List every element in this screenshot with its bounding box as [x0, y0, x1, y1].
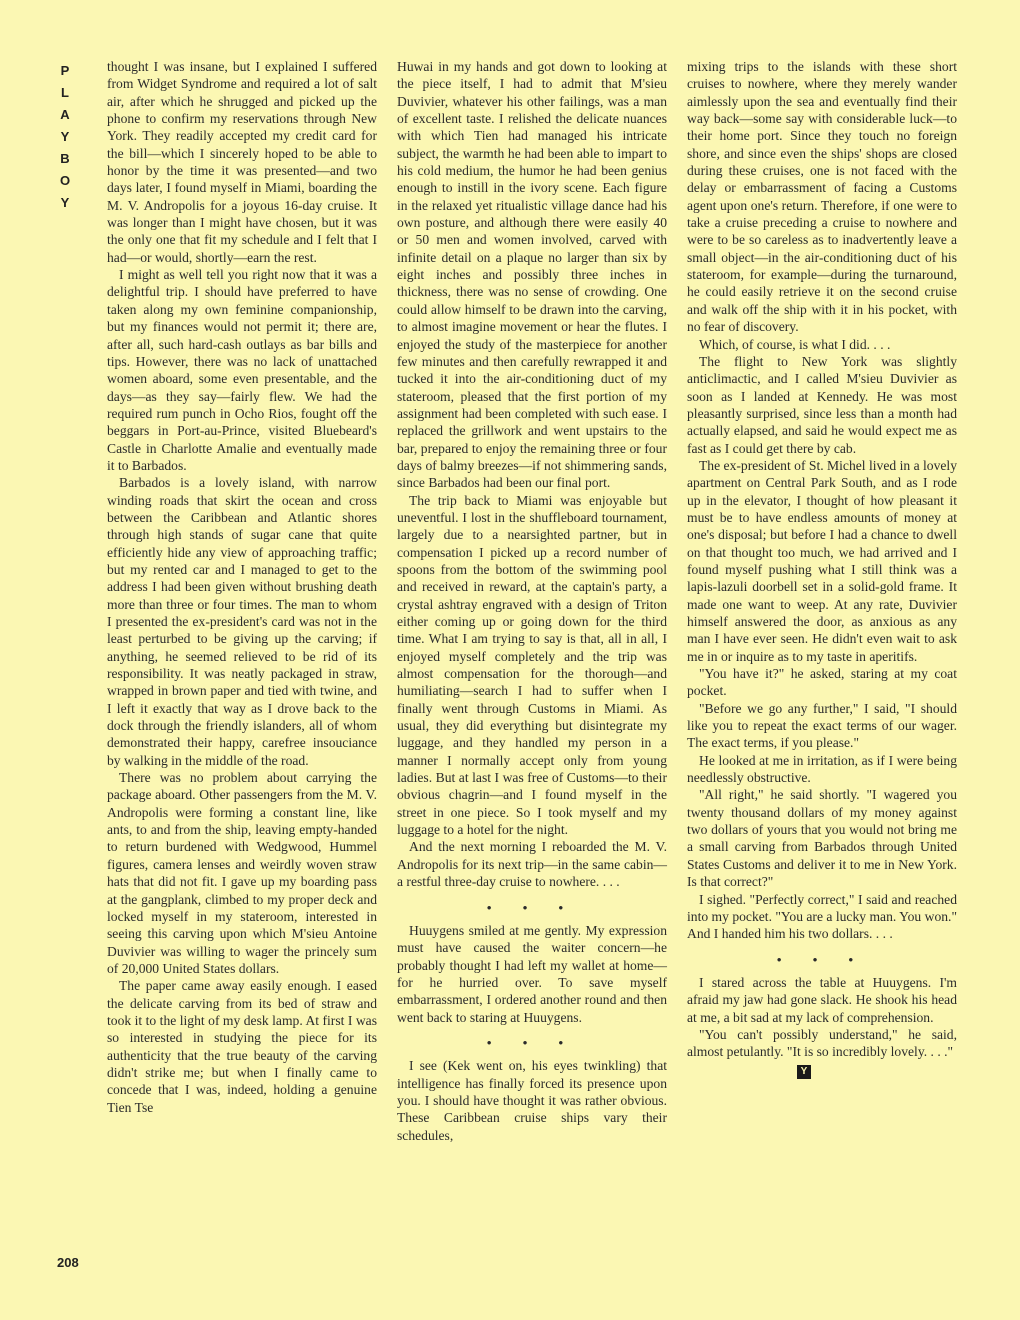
- section-break: • • •: [776, 951, 868, 967]
- paragraph: The flight to New York was slightly anticlimactic, and I called M'sieu Duvivier as soon as I landed at Kennedy. He was most pleasantly surprised, since less than a month had actually elapsed, and said he would expect me as fast as I could get there by cab.: [687, 353, 957, 456]
- paragraph: I stared across the table at Huuygens. I'm afraid my jaw had gone slack. He shook his head at me, a bit sad at my lack of comprehension.: [687, 974, 957, 1025]
- paragraph: I might as well tell you right now that it was a delightful trip. I should have preferred to have taken along my own feminine companionship, but my finances would not permit it; there are, after all, such hard-cash outlays as bar bills and tips. However, there was no lack of unattached women aboard, some even presentable, and the days—as they say—fairly flew. We had the required rum punch in Ocho Rios, fought off the beggars in Port-au-Prince, visited Bluebeard's Castle in Charlotte Amalie and eventually made it to Barbados.: [107, 267, 377, 473]
- paragraph: "All right," he said shortly. "I wagered you twenty thousand dollars of my money against two dollars of yours that you would not bring me a small carving from Barbados through United States Customs and deliver it to me in New York. Is that correct?": [687, 787, 957, 890]
- paragraph: thought I was insane, but I explained I suffered from Widget Syndrome and required a lot of salt air, after which he shrugged and picked up the phone to confirm my reservations through New York. They readily accepted my credit card for the bill—which I sincerely hoped to be able to honor by the time it was presented—and two days later, I found myself in Miami, boarding the M. V. Andropolis for a joyous 16-day cruise. It was longer than I might have chosen, but it was the only one that fit my schedule and I felt that I had—or would, shortly—earn the rest.: [107, 59, 377, 265]
- running-head-letter: Y: [60, 195, 70, 210]
- running-head: [55, 60, 75, 214]
- text-column-3: [687, 58, 957, 1079]
- paragraph: I see (Kek went on, his eyes twinkling) that intelligence has finally forced its presence upon you. I should have thought it was rather obvious. These Caribbean cruise ships vary their schedules,: [397, 1058, 667, 1143]
- paragraph: Which, of course, is what I did. . . .: [699, 336, 891, 352]
- section-break: • • •: [486, 899, 578, 915]
- paragraph: The ex-president of St. Michel lived in a lovely apartment on Central Park South, and as I rode up in the elevator, I thought of how pleasant it must be to have endless amounts of money at one's disposal; but before I had a chance to dwell on that thought too much, we had arrived and I found myself pushing what I still think was a lapis-lazuli doorbell set in a solid-gold frame. It made one want to weep. At any rate, Duvivier himself answered the door, as anxious as any man I have ever seen. He didn't even wait to ask me in or inquire as to my taste in aperitifs.: [687, 457, 957, 664]
- running-head-letter: L: [61, 85, 69, 100]
- paragraph: The paper came away easily enough. I eased the delicate carving from its bed of straw and took it to the light of my desk lamp. At first I was so interested in studying the piece for its authenticity that the true beauty of the carving didn't strike me; but when I finally came to concede that I was, indeed, holding a genuine Tien Tse: [107, 978, 377, 1115]
- paragraph: mixing trips to the islands with these short cruises to nowhere, where they merely wander aimlessly upon the sea and eventually find their way back—some say with considerable luck—to their home port. Since they touch no foreign shore, and since even the ships' shops are closed during these cruises, one is not faced with the delay or embarrassment of facing a Customs agent upon one's return. Therefore, if one were to take a cruise preceding a cruise to nowhere and were to be so careless as to inadvertently leave a small object—in the air-conditioning duct of his stateroom, for example—during the turnaround, he could easily retrieve it on the second cruise and walk off the ship with it in his pocket, with no fear of discovery.: [687, 59, 957, 335]
- running-head-letter: B: [60, 151, 70, 166]
- end-mark-icon: Y: [797, 1065, 811, 1079]
- paragraph: Barbados is a lovely island, with narrow winding roads that skirt the ocean and cross between the Caribbean and Atlantic shores through high stands of sugar cane that quite efficiently hide any view of approaching traffic; but my rented car and I managed to get to the address I had been given without brushing death more than three or four times. The man to whom I presented the ex-president's card was not in the least perturbed to be giving up the carving; if anything, he seemed relieved to be rid of its responsibility. It was neatly packaged in straw, wrapped in brown paper and tied with twine, and I left it exactly that way as I drove back to the dock through the friendly islanders, all of whom demonstrated their happy, carefree insouciance by walking in the middle of the road.: [107, 475, 377, 768]
- running-head-letter: P: [60, 63, 70, 78]
- paragraph: And the next morning I reboarded the M. V. Andropolis for its next trip—in the same cabin—a restful three-day cruise to nowhere. . . .: [397, 839, 667, 890]
- running-head-letter: Y: [60, 129, 70, 144]
- paragraph: I sighed. "Perfectly correct," I said and reached into my pocket. "You are a lucky man. You won." And I handed him his two dollars. . . .: [687, 891, 957, 942]
- section-break: • • •: [486, 1034, 578, 1050]
- page-number: 208: [57, 1255, 79, 1270]
- running-head-letter: A: [60, 107, 70, 122]
- paragraph: "Before we go any further," I said, "I should like you to repeat the exact terms of our wager. The exact terms, if you please.": [687, 700, 957, 751]
- paragraph: "You have it?" he asked, staring at my coat pocket.: [687, 666, 957, 699]
- paragraph: Huwai in my hands and got down to looking at the piece itself, I had to admit that M'sieu Duvivier, whatever his other failings, was a man of excellent taste. I relished the delicate nuances with which Tien had managed his intricate subject, the warmth he had been able to impart to his cold medium, the humor he had been genius enough to instill in the ivory scene. Each figure in the relaxed yet ritualistic village dance had his own posture, and although there were easily 40 or 50 men and women involved, carved with infinite detail on a plaque no larger than six by eight inches and possibly three inches in thickness, there was no sense of crowding. One could allow himself to be drawn into the carving, to almost imagine movement or hear the flutes. I enjoyed the study of the masterpiece for another few minutes and then carefully rewrapped it and tucked it into the air-conditioning duct of my stateroom, pleased that the first portion of my assignment had been completed with such ease. I replaced the grillwork and went upstairs to the bar, prepared to enjoy the remaining three or four days of balmy breezes—if not shimmering sands, since Barbados had been our final port.: [397, 59, 667, 491]
- paragraph: There was no problem about carrying the package aboard. Other passengers from the M. V. Andropolis were forming a constant line, like ants, to and from the ship, leaving empty-handed to return burdened with Wedgwood, Hummel figures, camera lenses and weirdly woven straw hats that did not fit. I gave up my boarding pass at the gangplank, climbed to my proper deck and locked myself in my stateroom, interested in seeing this carving upon which M'sieu Antoine Duvivier was willing to wager the princely sum of 20,000 United States dollars.: [107, 770, 377, 976]
- paragraph: Huuygens smiled at me gently. My expression must have caused the waiter concern—he probably thought I had left my wallet at home—for he hurried over. To save myself embarrassment, I ordered another round and then went back to staring at Huuygens.: [397, 922, 667, 1025]
- paragraph: The trip back to Miami was enjoyable but uneventful. I lost in the shuffleboard tournament, largely due to a nearsighted partner, but in compensation I picked up a record number of spoons from the bottom of the swimming pool and received in reward, at the captain's party, a crystal ashtray engraved with a design of Triton either coming up or going down for the third time. What I am trying to say is that, all in all, I enjoyed myself completely and the trip was almost compensation for the thorough—and humiliating—search I had to suffer when I finally went through Customs in Miami. As usual, they did everything but disintegrate my luggage, and they handled my person in a manner I normally accept only from young ladies. But at last I was free of Customs—to their obvious chagrin—and I found myself in the street in one piece. So I took myself and my luggage to a hotel for the night.: [397, 492, 667, 838]
- paragraph: "You can't possibly understand," he said, almost petulantly. "It is so incredibly lovely. . . .": [687, 1026, 957, 1060]
- text-column-1: [107, 58, 377, 1116]
- text-column-2: [397, 58, 667, 1144]
- running-head-letter: O: [59, 173, 71, 188]
- paragraph: He looked at me in irritation, as if I were being needlessly obstructive.: [687, 752, 957, 786]
